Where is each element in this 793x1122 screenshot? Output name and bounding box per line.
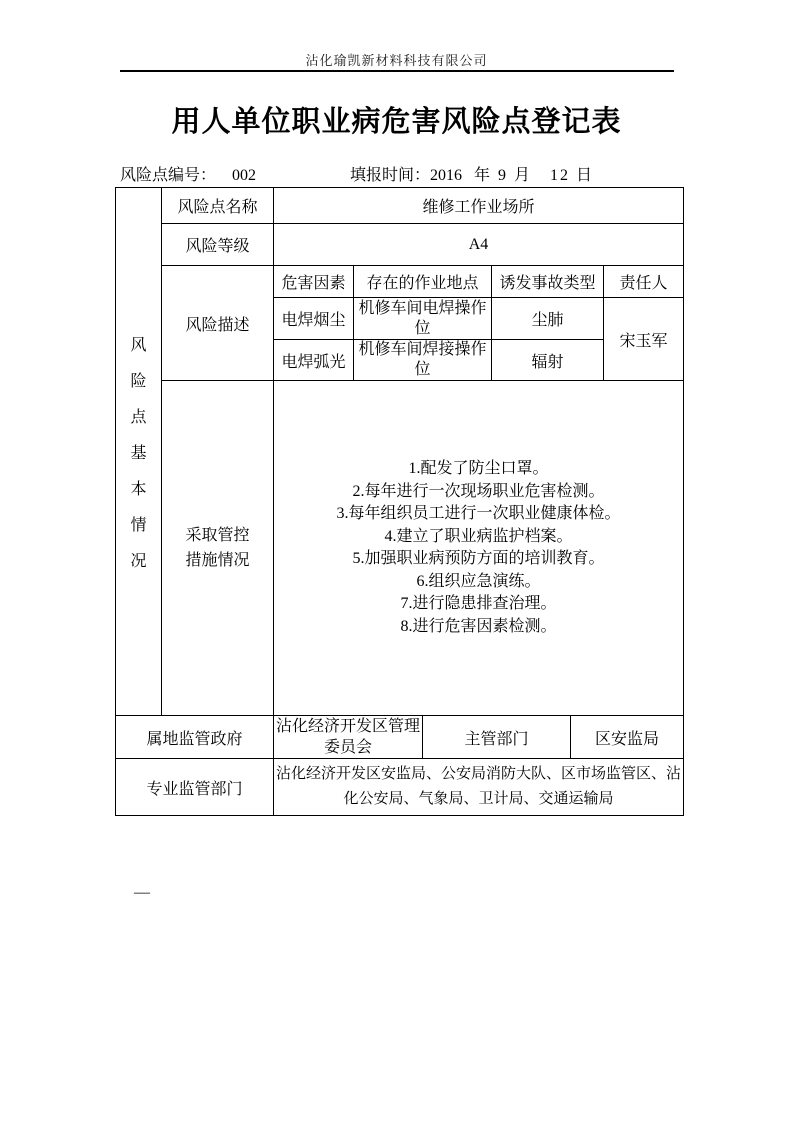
risk-no-label: 风险点编号： [120,167,217,184]
company-name: 沾化瑜凯新材料科技有限公司 [305,53,488,68]
risk-no-value: 002 [232,167,257,184]
vertical-label-char: 点 [130,409,147,426]
competent-dept-label: 主管部门 [423,716,571,759]
vertical-label-char: 况 [130,553,147,570]
risk-name-value: 维修工作业场所 [274,188,684,224]
hazard-factor-1: 电焊烟尘 [274,298,354,340]
col-header-responsible: 责任人 [604,266,684,298]
col-header-hazard-factor: 危害因素 [274,266,354,298]
accident-type-2: 辐射 [492,340,604,381]
measure-item: 8.进行危害因素检测。 [400,617,557,635]
measures-label-line: 措施情况 [185,552,250,569]
hazard-factor-2: 电焊弧光 [274,340,354,381]
measure-item: 3.每年组织员工进行一次职业健康体检。 [336,505,621,522]
responsible-person: 宋玉军 [604,298,684,381]
form-meta-row [120,162,688,185]
report-date-label: 填报时间：2016 [350,167,463,184]
page-title: 用人单位职业病危害风险点登记表 [171,106,622,138]
section-header-basic-info [116,188,162,716]
risk-registration-table [115,187,684,816]
header-divider-line [120,70,674,72]
table-row [116,188,684,224]
risk-level-value: A4 [274,224,684,266]
table-row [116,266,684,298]
vertical-label-char: 本 [130,481,147,498]
report-date-day: 12 日 [550,167,595,184]
measure-item: 1.配发了防尘口罩。 [408,460,549,477]
accident-type-1: 尘肺 [492,298,604,340]
territory-gov-label: 属地监管政府 [116,716,274,759]
measures-label [162,381,274,716]
table-row [116,224,684,266]
vertical-label-char: 险 [130,373,147,390]
vertical-label-char: 情 [130,517,147,534]
vertical-label-char: 风 [130,337,147,354]
table-row [116,381,684,716]
page-dash-mark: — [134,884,150,901]
work-location-2: 机修车间焊接操作位 [354,340,492,381]
col-header-accident-type: 诱发事故类型 [492,266,604,298]
work-location-1: 机修车间电焊操作位 [354,298,492,340]
vertical-label [116,332,161,571]
territory-gov-value: 沾化经济开发区管理委员会 [274,716,423,759]
measure-item: 2.每年进行一次现场职业危害检测。 [352,482,605,500]
col-header-work-location: 存在的作业地点 [354,266,492,298]
professional-dept-label: 专业监管部门 [116,759,274,816]
table-row [116,716,684,759]
measure-item: 7.进行隐患排查治理。 [400,595,557,612]
risk-name-label: 风险点名称 [162,188,274,224]
measure-item: 4.建立了职业病监护档案。 [384,527,573,545]
report-date-year-month: 年 9 月 [474,167,533,184]
vertical-label-char: 基 [130,445,147,462]
measures-content [274,381,684,716]
risk-desc-label: 风险描述 [162,266,274,381]
measure-item: 6.组织应急演练。 [416,572,541,590]
risk-level-label: 风险等级 [162,224,274,266]
professional-dept-value: 沾化经济开发区安监局、公安局消防大队、区市场监管区、沾化公安局、气象局、卫计局、交通运输局 [274,759,684,816]
measures-label-line: 采取管控 [185,527,250,544]
competent-dept-value: 区安监局 [571,716,684,759]
table-row [116,759,684,816]
measure-item: 5.加强职业病预防方面的培训教育。 [352,550,605,567]
measures-list [274,458,683,638]
